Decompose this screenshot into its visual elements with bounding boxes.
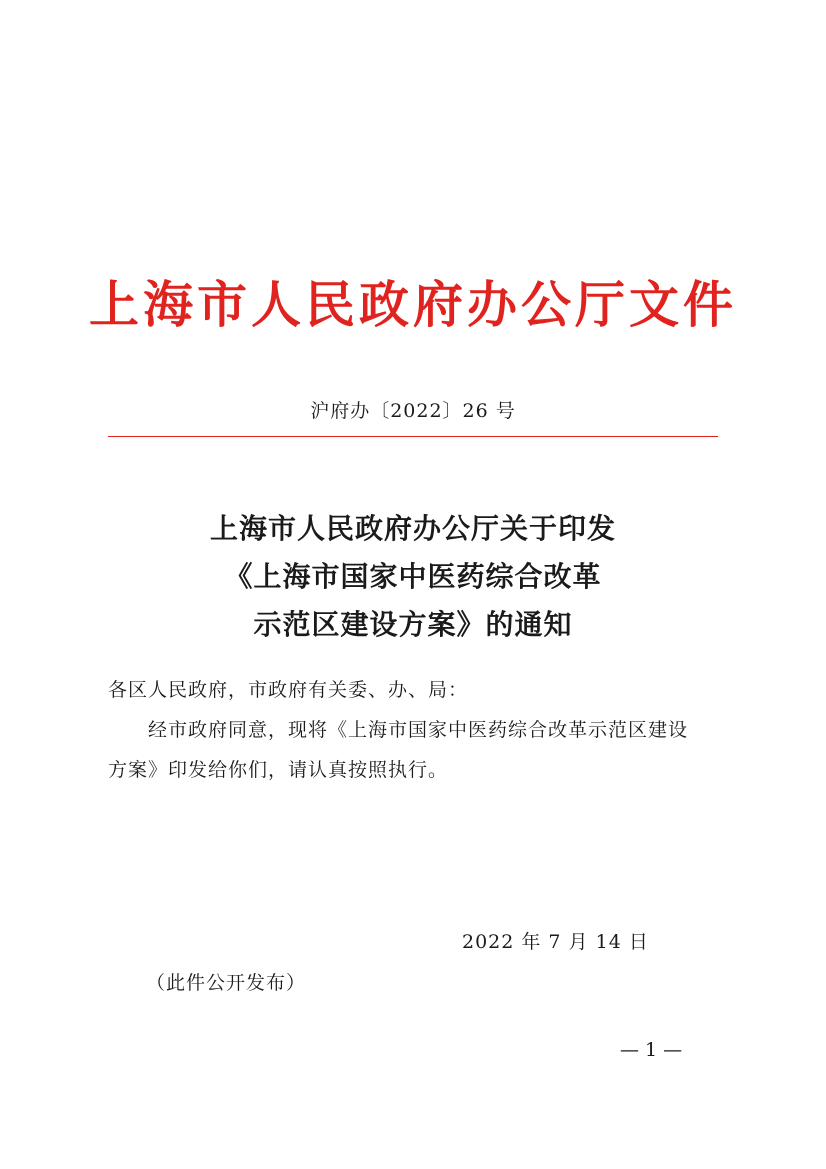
title-line-1: 上海市人民政府办公厅关于印发 bbox=[209, 512, 616, 545]
body-paragraph-line-2: 方案》印发给你们，请认真按照执行。 bbox=[108, 759, 449, 781]
title-line-3: 示范区建设方案》的通知 bbox=[253, 608, 573, 641]
body-paragraph-line-1: 经市政府同意，现将《上海市国家中医药综合改革示范区建设 bbox=[148, 719, 689, 741]
publish-note: （此件公开发布） bbox=[146, 972, 307, 994]
document-number: 沪府办〔2022〕26 号 bbox=[310, 400, 516, 422]
agency-title: 上海市人民政府办公厅文件 bbox=[89, 275, 737, 334]
red-divider-rule bbox=[108, 436, 718, 437]
addressee-line: 各区人民政府，市政府有关委、办、局： bbox=[108, 679, 469, 701]
page-number: — 1 — bbox=[620, 1039, 683, 1061]
notice-title bbox=[0, 505, 826, 649]
issue-date: 2022 年 7 月 14 日 bbox=[462, 931, 649, 953]
title-line-2: 《上海市国家中医药综合改革 bbox=[224, 560, 602, 593]
body-paragraph bbox=[108, 710, 720, 790]
